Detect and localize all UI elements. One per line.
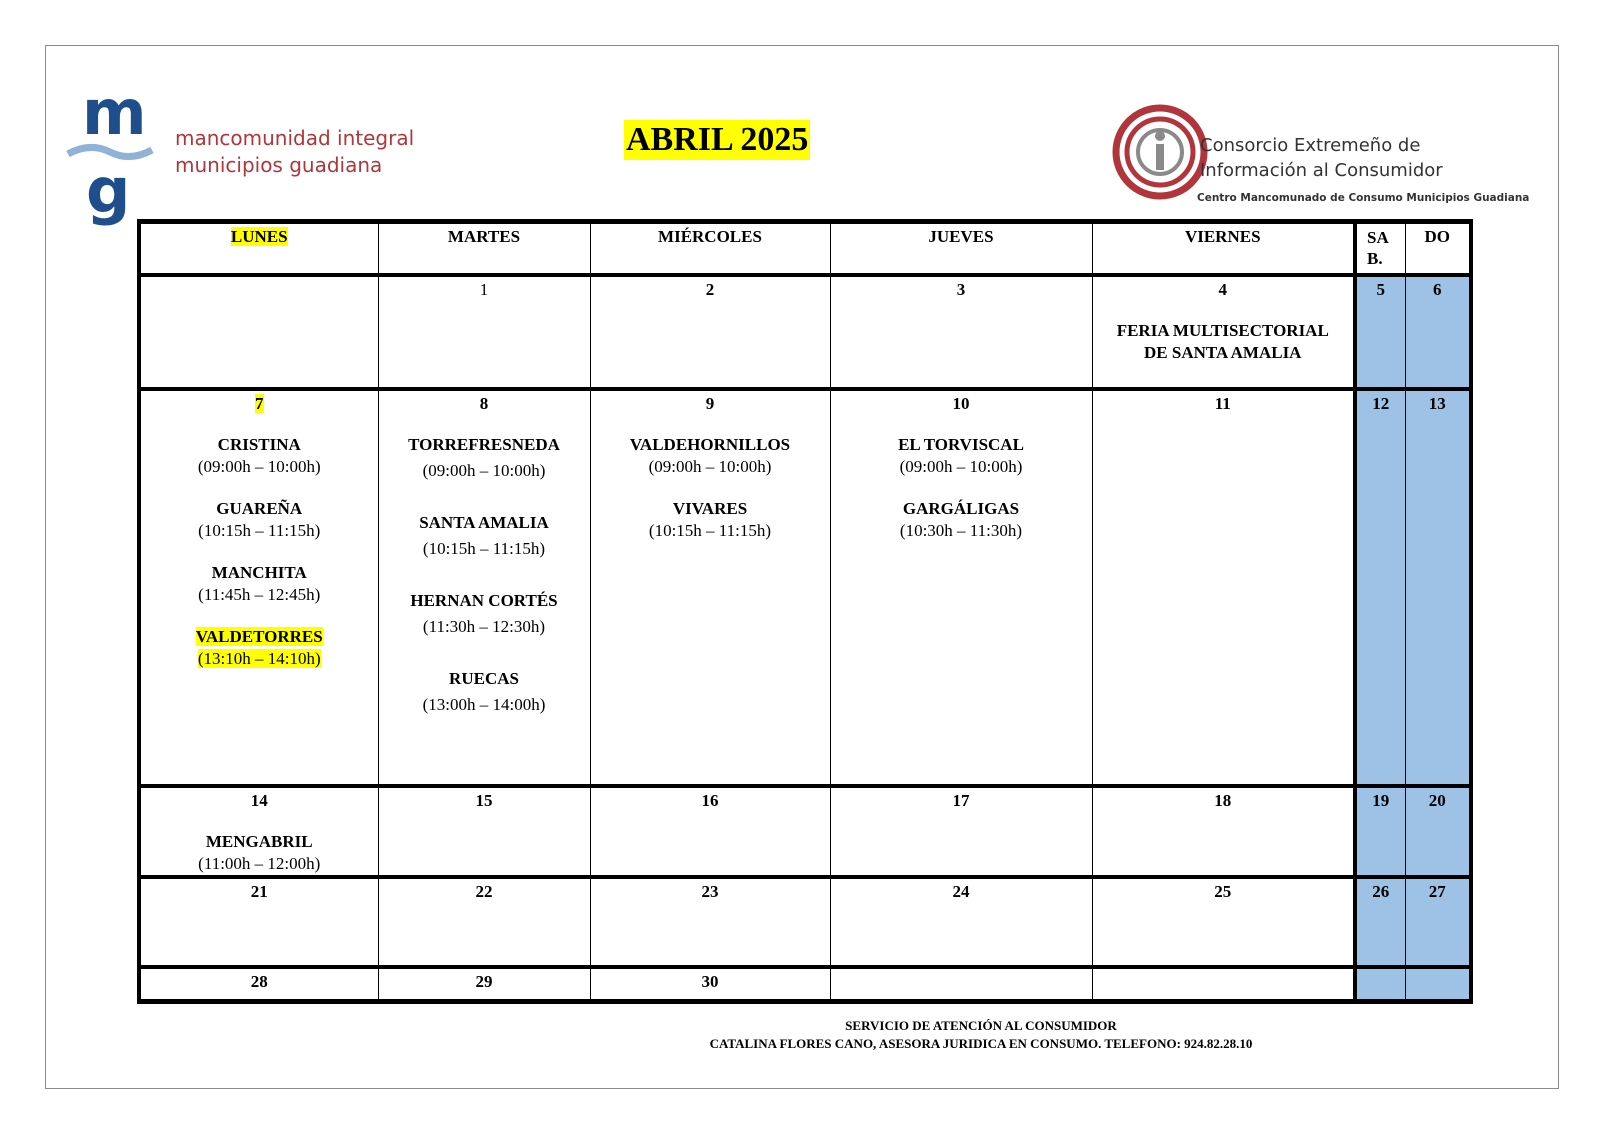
day-cell-21: 21	[139, 877, 378, 967]
weekday-martes: MARTES	[378, 222, 590, 276]
day-cell-empty	[1355, 967, 1405, 1001]
day-cell-30: 30	[590, 967, 830, 1001]
logo-left-line-2: municipios guadiana	[175, 153, 383, 177]
day-cell-14: 14 MENGABRIL (11:00h – 12:00h)	[139, 786, 378, 877]
visit-cristina: CRISTINA (09:00h – 10:00h)	[197, 435, 321, 476]
day-cell-4: 4 FERIA MULTISECTORIAL DE SANTA AMALIA	[1092, 275, 1355, 389]
day-cell-27: 27	[1405, 877, 1471, 967]
day-cell-6: 6	[1405, 275, 1471, 389]
consorcio-subtitle: Centro Mancomunado de Consumo Municipios Guadiana	[1197, 192, 1530, 204]
consorcio-logo-text	[1200, 133, 1443, 183]
mancomunidad-logo-text	[175, 125, 414, 179]
feria-event: FERIA MULTISECTORIAL DE SANTA AMALIA	[1116, 321, 1329, 362]
footer	[615, 1017, 1347, 1053]
visit-guarena: GUAREÑA (10:15h – 11:15h)	[198, 499, 321, 540]
calendar-week-2	[139, 389, 1471, 786]
calendar-table	[137, 219, 1473, 1004]
day-cell-17: 17	[830, 786, 1092, 877]
svg-text:g: g	[86, 154, 131, 227]
day-cell-3: 3	[830, 275, 1092, 389]
day-cell-11: 11	[1092, 389, 1355, 786]
day-cell-29: 29	[378, 967, 590, 1001]
day-cell-9: 9 VALDEHORNILLOS (09:00h – 10:00h) VIVARES (10:15h – 11:15h)	[590, 389, 830, 786]
weekday-lunes: LUNES	[139, 222, 378, 276]
visit-gargaligas: GARGÁLIGAS (10:30h – 11:30h)	[899, 499, 1023, 540]
weekday-jueves: JUEVES	[830, 222, 1092, 276]
day-cell-26: 26	[1355, 877, 1405, 967]
day-cell-empty	[139, 275, 378, 389]
calendar-week-1	[139, 275, 1471, 389]
day-cell-12: 12	[1355, 389, 1405, 786]
logo-right-line-2: Información al Consumidor	[1200, 160, 1443, 181]
visit-santa-amalia: SANTA AMALIA (10:15h – 11:15h)	[419, 513, 549, 558]
day-cell-empty	[1405, 967, 1471, 1001]
logo-left-line-1: mancomunidad integral	[175, 126, 415, 150]
day-cell-13: 13	[1405, 389, 1471, 786]
day-cell-19: 19	[1355, 786, 1405, 877]
calendar-week-3	[139, 786, 1471, 877]
day-cell-15: 15	[378, 786, 590, 877]
footer-service: SERVICIO DE ATENCIÓN AL CONSUMIDOR	[845, 1018, 1117, 1033]
visit-mengabril: MENGABRIL (11:00h – 12:00h)	[198, 832, 321, 873]
page-title: ABRIL 2025	[626, 121, 809, 158]
day-cell-16: 16	[590, 786, 830, 877]
visit-el-torviscal: EL TORVISCAL (09:00h – 10:00h)	[898, 435, 1024, 476]
visit-vivares: VIVARES (10:15h – 11:15h)	[648, 499, 772, 540]
day-cell-28: 28	[139, 967, 378, 1001]
svg-text:m: m	[82, 82, 147, 149]
weekday-miercoles: MIÉRCOLES	[590, 222, 830, 276]
weekday-viernes: VIERNES	[1092, 222, 1355, 276]
visit-valdetorres: VALDETORRES (13:10h – 14:10h)	[195, 627, 323, 668]
day-cell-10: 10 EL TORVISCAL (09:00h – 10:00h) GARGÁLIGAS (10:30h – 11:30h)	[830, 389, 1092, 786]
visit-manchita: MANCHITA (11:45h – 12:45h)	[198, 563, 321, 604]
mancomunidad-logo	[62, 82, 162, 232]
footer-contact: CATALINA FLORES CANO, ASESORA JURIDICA EN CONSUMO. TELEFONO: 924.82.28.10	[709, 1036, 1253, 1051]
day-cell-empty	[1092, 967, 1355, 1001]
visit-hernan-cortes: HERNAN CORTÉS (11:30h – 12:30h)	[410, 591, 558, 636]
day-cell-24: 24	[830, 877, 1092, 967]
day-cell-2: 2	[590, 275, 830, 389]
day-cell-22: 22	[378, 877, 590, 967]
day-cell-7: 7 CRISTINA (09:00h – 10:00h) GUAREÑA (10:15h – 11:15h) MANCHITA (11:45h – 12:45h) VALDETORRES (13:10h – 14:10h)	[139, 389, 378, 786]
day-cell-5: 5	[1355, 275, 1405, 389]
logo-right-line-1: Consorcio Extremeño de	[1200, 135, 1421, 156]
day-cell-25: 25	[1092, 877, 1355, 967]
weekday-sabado: SA B.	[1355, 222, 1405, 276]
visit-torrefresneda: TORREFRESNEDA (09:00h – 10:00h)	[408, 435, 560, 480]
day-cell-18: 18	[1092, 786, 1355, 877]
weekday-domingo: DO	[1405, 222, 1471, 276]
consorcio-logo-icon	[1112, 104, 1208, 200]
day-cell-23: 23	[590, 877, 830, 967]
day-cell-20: 20	[1405, 786, 1471, 877]
day-cell-1: 1	[378, 275, 590, 389]
visit-valdehornillos: VALDEHORNILLOS (09:00h – 10:00h)	[629, 435, 791, 476]
day-cell-empty	[830, 967, 1092, 1001]
day-cell-8: 8 TORREFRESNEDA (09:00h – 10:00h) SANTA AMALIA (10:15h – 11:15h) HERNAN CORTÉS (11:30h – 12:30h) RUECAS (13:00h – 14:00h)	[378, 389, 590, 786]
weekday-header-row	[139, 222, 1471, 276]
calendar-week-5	[139, 967, 1471, 1001]
visit-ruecas: RUECAS (13:00h – 14:00h)	[422, 669, 546, 714]
calendar-week-4	[139, 877, 1471, 967]
